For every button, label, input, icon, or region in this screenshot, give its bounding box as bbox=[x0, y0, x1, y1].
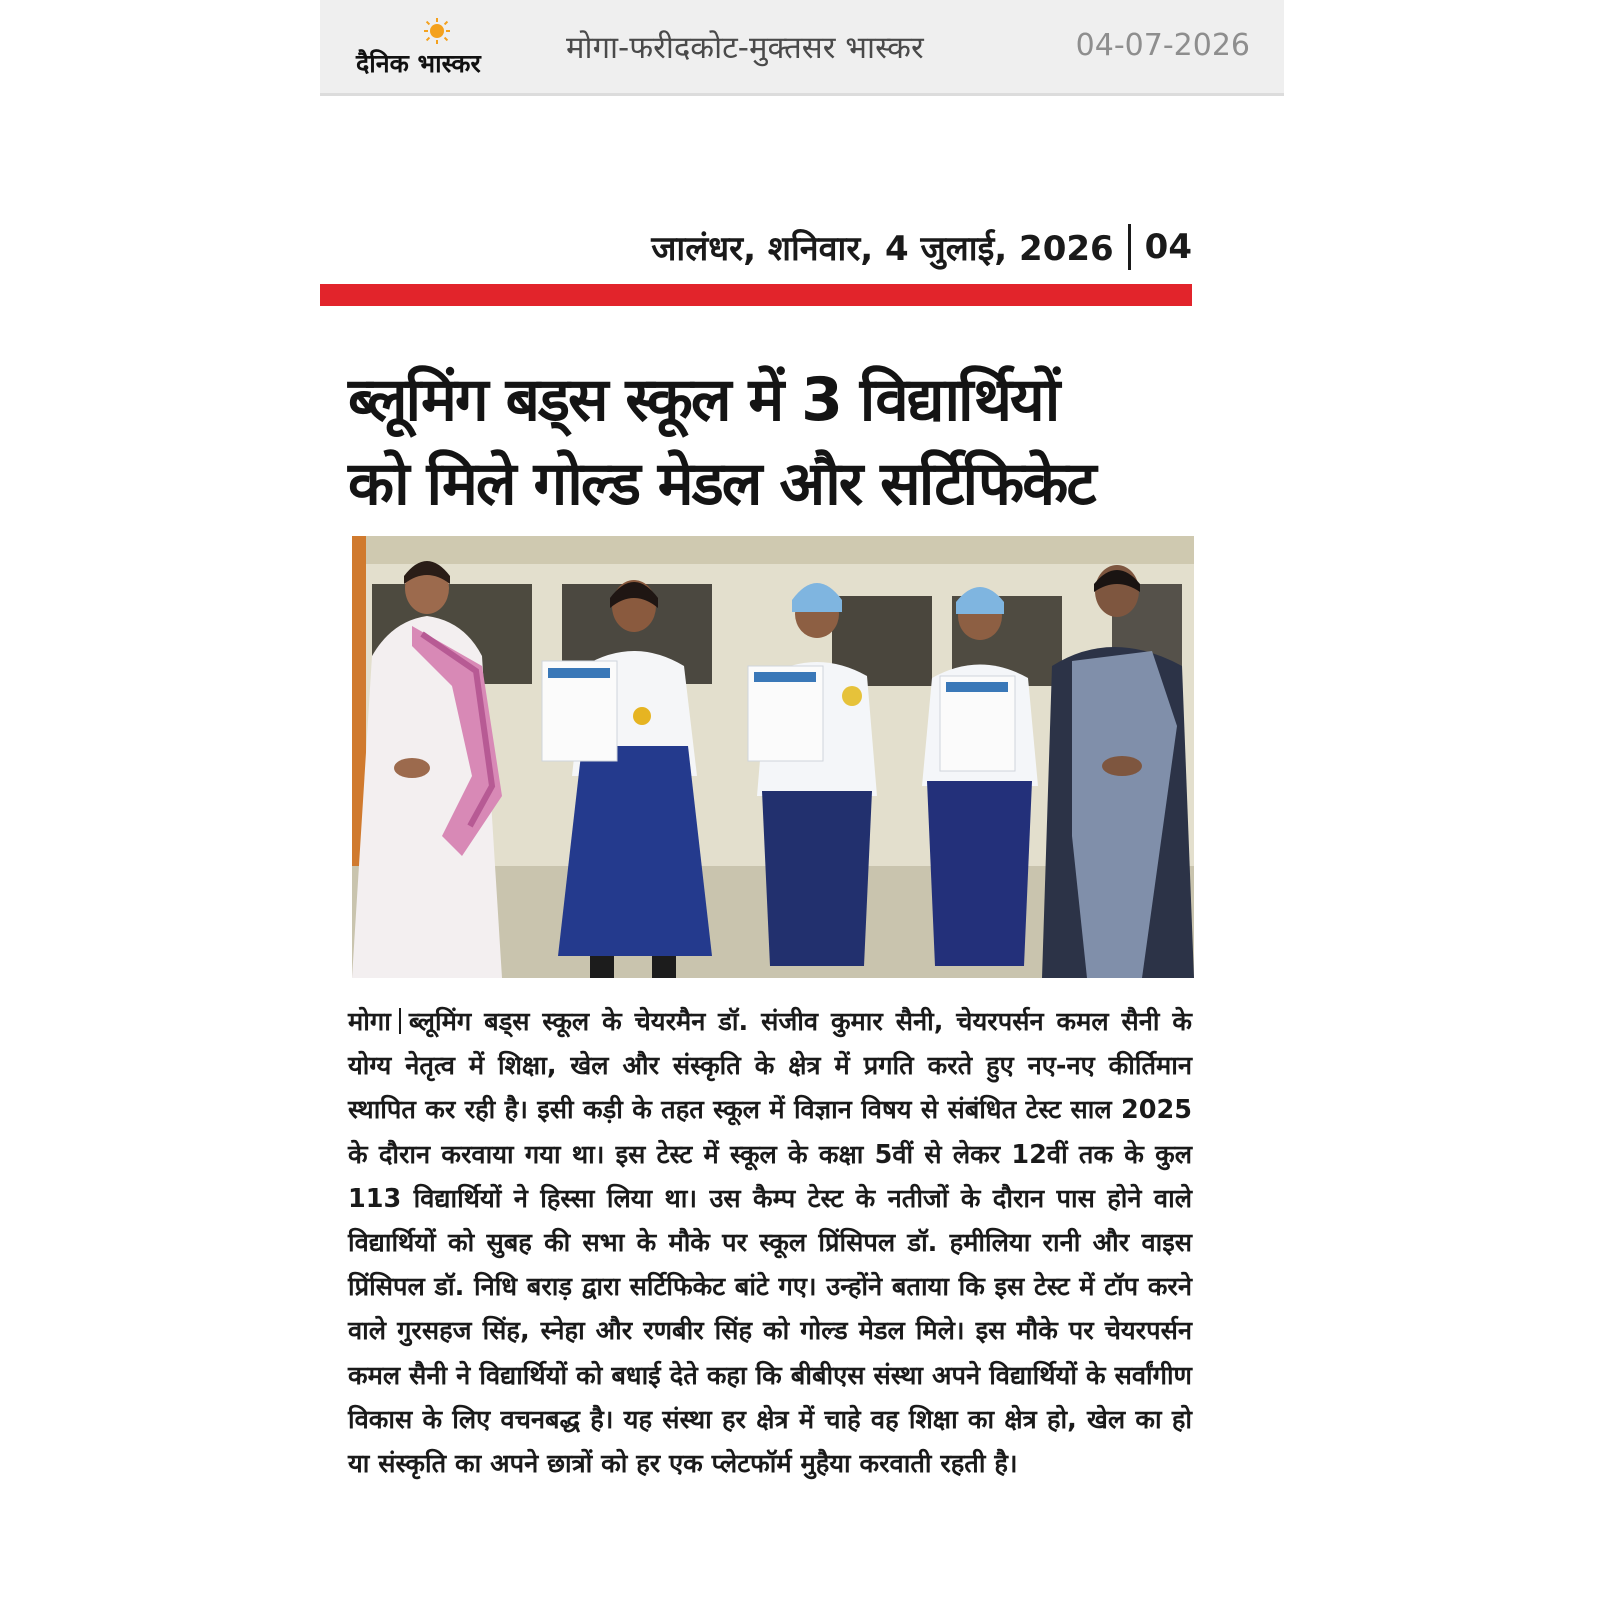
headline-line-1: ब्लूमिंग बड्स स्कूल में 3 विद्यार्थियों bbox=[348, 365, 1059, 435]
dateline-text: जालंधर, शनिवार, 4 जुलाई, 2026 bbox=[651, 229, 1114, 269]
logo-wordmark: दैनिक भास्कर bbox=[356, 49, 481, 78]
dainik-bhaskar-logo[interactable] bbox=[356, 18, 522, 80]
edition-date: 04-07-2026 bbox=[1075, 28, 1250, 63]
award-ceremony-photo bbox=[352, 536, 1194, 978]
sun-icon bbox=[424, 18, 450, 44]
article-headline bbox=[348, 358, 1208, 526]
dateline-divider bbox=[1128, 224, 1131, 270]
place-divider bbox=[399, 1008, 401, 1034]
newspaper-header-bar bbox=[320, 0, 1284, 96]
page-dateline bbox=[651, 224, 1192, 270]
headline-line-2: को मिले गोल्ड मेडल और सर्टिफिकेट bbox=[348, 449, 1095, 519]
edition-title: मोगा-फरीदकोट-मुक्तसर भास्कर bbox=[566, 30, 924, 66]
page-number: 04 bbox=[1144, 227, 1192, 267]
article-place: मोगा bbox=[348, 1007, 391, 1037]
article-body-text: ब्लूमिंग बड्स स्कूल के चेयरमैन डॉ. संजीव कुमार सैनी, चेयरपर्सन कमल सैनी के योग्य नेतृत्व में शिक्षा, खेल और संस्कृति के क्षेत्र में प्रगति करते हुए नए-नए कीर्तिमान स्थापित कर रही है। इसी कड़ी के तहत स्कूल में विज्ञान विषय से संबंधित टेस्ट साल 2025 के दौरान करवाया गया था। इस टेस्ट में स्कूल के कक्षा 5वीं से लेकर 12वीं तक के कुल 113 विद्यार्थियों ने हिस्सा लिया था। उस कैम्प टेस्ट के नतीजों के दौरान पास होने वाले विद्यार्थियों को सुबह की सभा के मौके पर स्कूल प्रिंसिपल डॉ. हमीलिया रानी और वाइस प्रिंसिपल डॉ. निधि बराड़ द्वारा सर्टिफिकेट बांटे गए। उन्होंने बताया कि इस टेस्ट में टॉप करने वाले गुरसहज सिंह, स्नेहा और रणबीर सिंह को गोल्ड मेडल मिले। इस मौके पर चेयरपर्सन कमल सैनी ने विद्यार्थियों को बधाई देते कहा कि बीबीएस संस्था अपने विद्यार्थियों के सर्वांगीण विकास के लिए वचनबद्ध है। यह संस्था हर क्षेत्र में चाहे वह शिक्षा का क्षेत्र हो, खेल का हो या संस्कृति का अपने छात्रों को हर एक प्लेटफॉर्म मुहैया करवाती रहती है। bbox=[348, 1007, 1192, 1480]
article-photo bbox=[352, 536, 1194, 978]
red-rule bbox=[320, 284, 1192, 306]
article-body bbox=[348, 1000, 1192, 1486]
